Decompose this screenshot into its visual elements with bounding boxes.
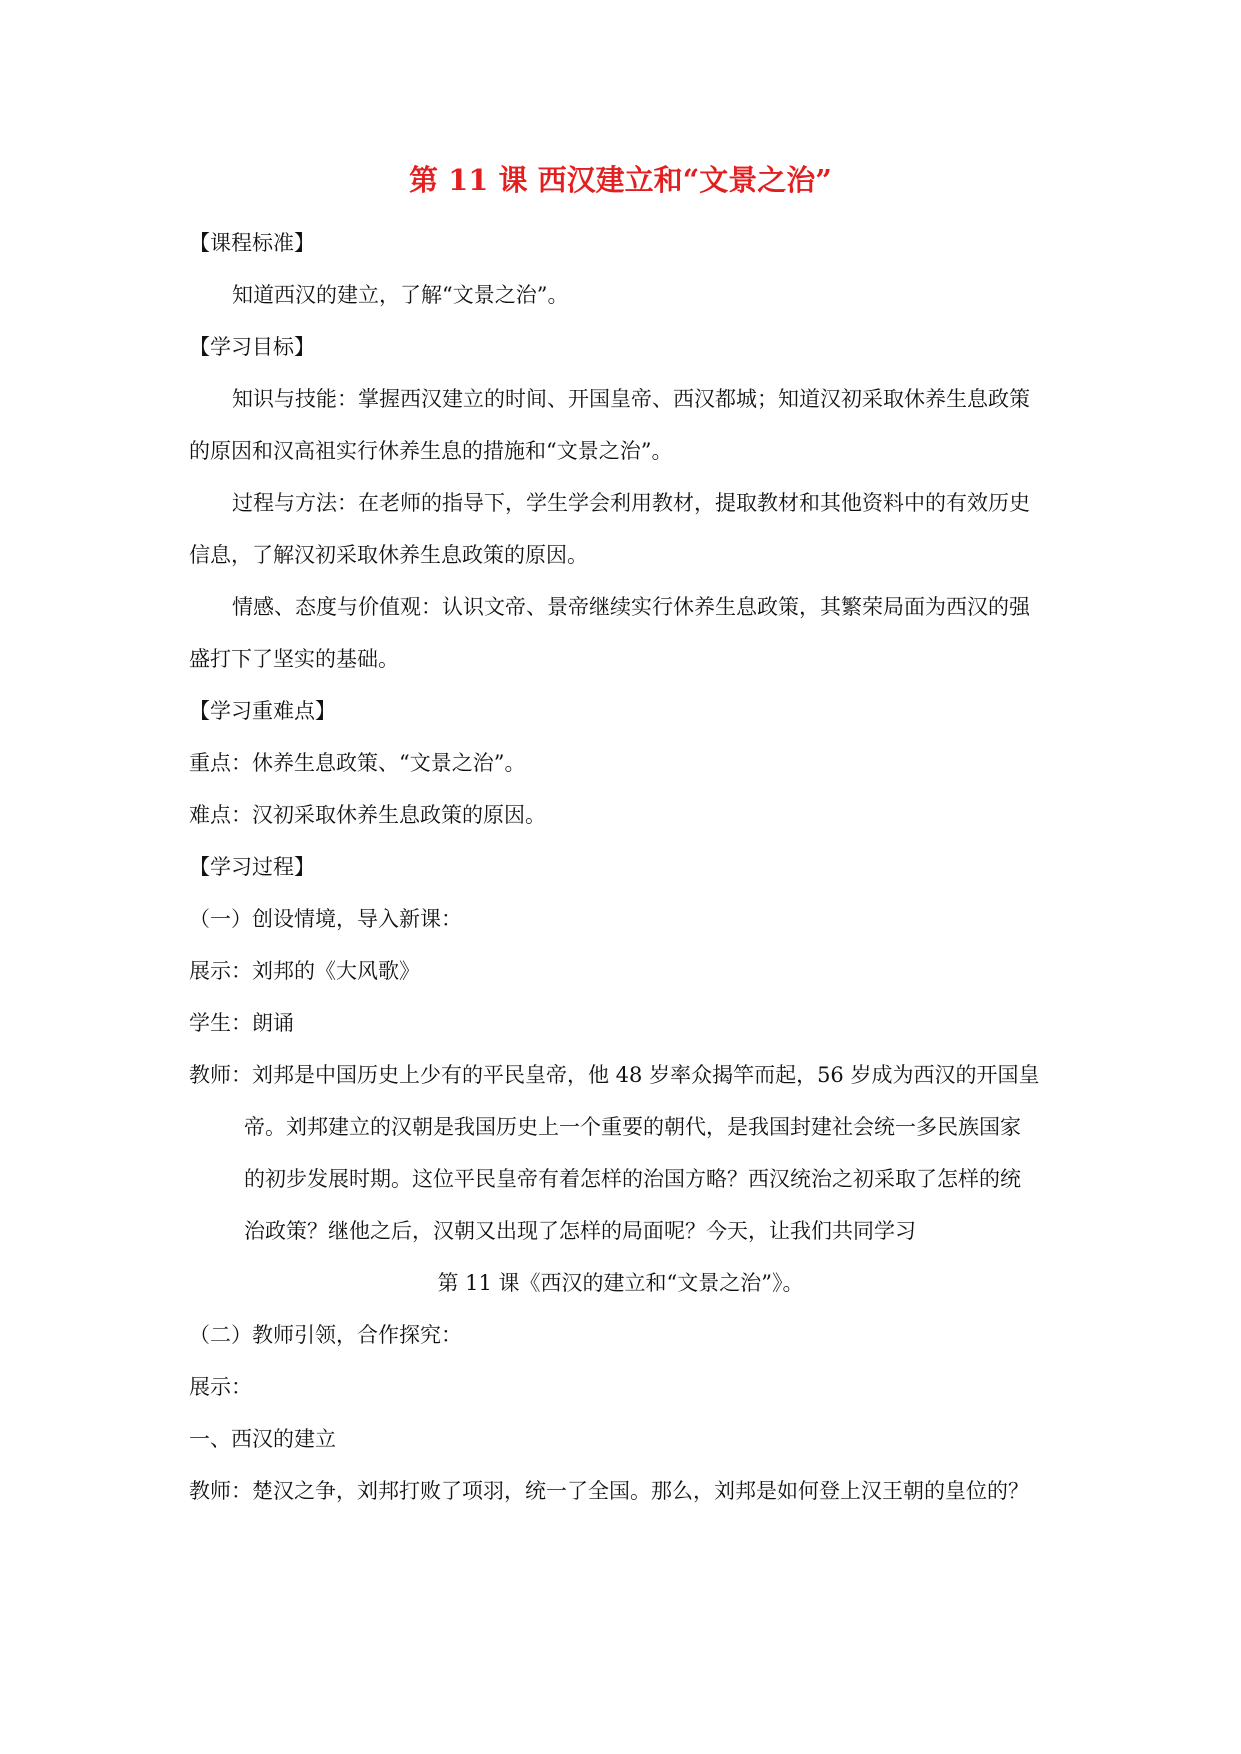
objective-process-line-2: 信息，了解汉初采取休养生息政策的原因。 — [189, 543, 588, 567]
student-text: 学生：朗诵 — [189, 1011, 294, 1035]
display-text-2: 展示： — [189, 1375, 252, 1399]
section-heading-learning-objectives: 【学习目标】 — [189, 335, 315, 359]
display-text: 展示：刘邦的《大风歌》 — [189, 959, 420, 983]
key-point-text: 重点：休养生息政策、“文景之治”。 — [189, 751, 526, 775]
difficult-point-text: 难点：汉初采取休养生息政策的原因。 — [189, 803, 546, 827]
teacher-question: 教师：楚汉之争，刘邦打败了项羽，统一了全国。那么，刘邦是如何登上汉王朝的皇位的？ — [189, 1479, 1029, 1503]
section-heading-key-points: 【学习重难点】 — [189, 699, 336, 723]
teacher-intro-line-3: 的初步发展时期。这位平民皇帝有着怎样的治国方略？西汉统治之初采取了怎样的统 — [244, 1167, 1021, 1191]
process-step-one: （一）创设情境，导入新课： — [189, 907, 462, 931]
teacher-intro-line-1: 教师：刘邦是中国历史上少有的平民皇帝，他 48 岁率众揭竿而起，56 岁成为西汉的开国皇 — [189, 1063, 1040, 1087]
curriculum-standard-text: 知道西汉的建立，了解“文景之治”。 — [232, 283, 569, 307]
subsection-heading: 一、西汉的建立 — [189, 1427, 336, 1451]
teacher-intro-line-2: 帝。刘邦建立的汉朝是我国历史上一个重要的朝代，是我国封建社会统一多民族国家 — [244, 1115, 1021, 1139]
section-heading-curriculum-standard: 【课程标准】 — [189, 231, 315, 255]
teacher-intro-line-4: 治政策？继他之后，汉朝又出现了怎样的局面呢？今天，让我们共同学习 — [244, 1219, 916, 1243]
objective-values-line-1: 情感、态度与价值观：认识文帝、景帝继续实行休养生息政策，其繁荣局面为西汉的强 — [232, 595, 1030, 619]
section-heading-learning-process: 【学习过程】 — [189, 855, 315, 879]
objective-values-line-2: 盛打下了坚实的基础。 — [189, 647, 399, 671]
lesson-reference-line: 第 11 课《西汉的建立和“文景之治”》。 — [437, 1271, 804, 1295]
objective-process-line-1: 过程与方法：在老师的指导下，学生学会利用教材，提取教材和其他资料中的有效历史 — [232, 491, 1030, 515]
objective-knowledge-line-2: 的原因和汉高祖实行休养生息的措施和“文景之治”。 — [189, 439, 673, 463]
objective-knowledge-line-1: 知识与技能：掌握西汉建立的时间、开国皇帝、西汉都城；知道汉初采取休养生息政策 — [232, 387, 1030, 411]
process-step-two: （二）教师引领，合作探究： — [189, 1323, 462, 1347]
lesson-title: 第 11 课 西汉建立和“文景之治” — [408, 163, 832, 197]
